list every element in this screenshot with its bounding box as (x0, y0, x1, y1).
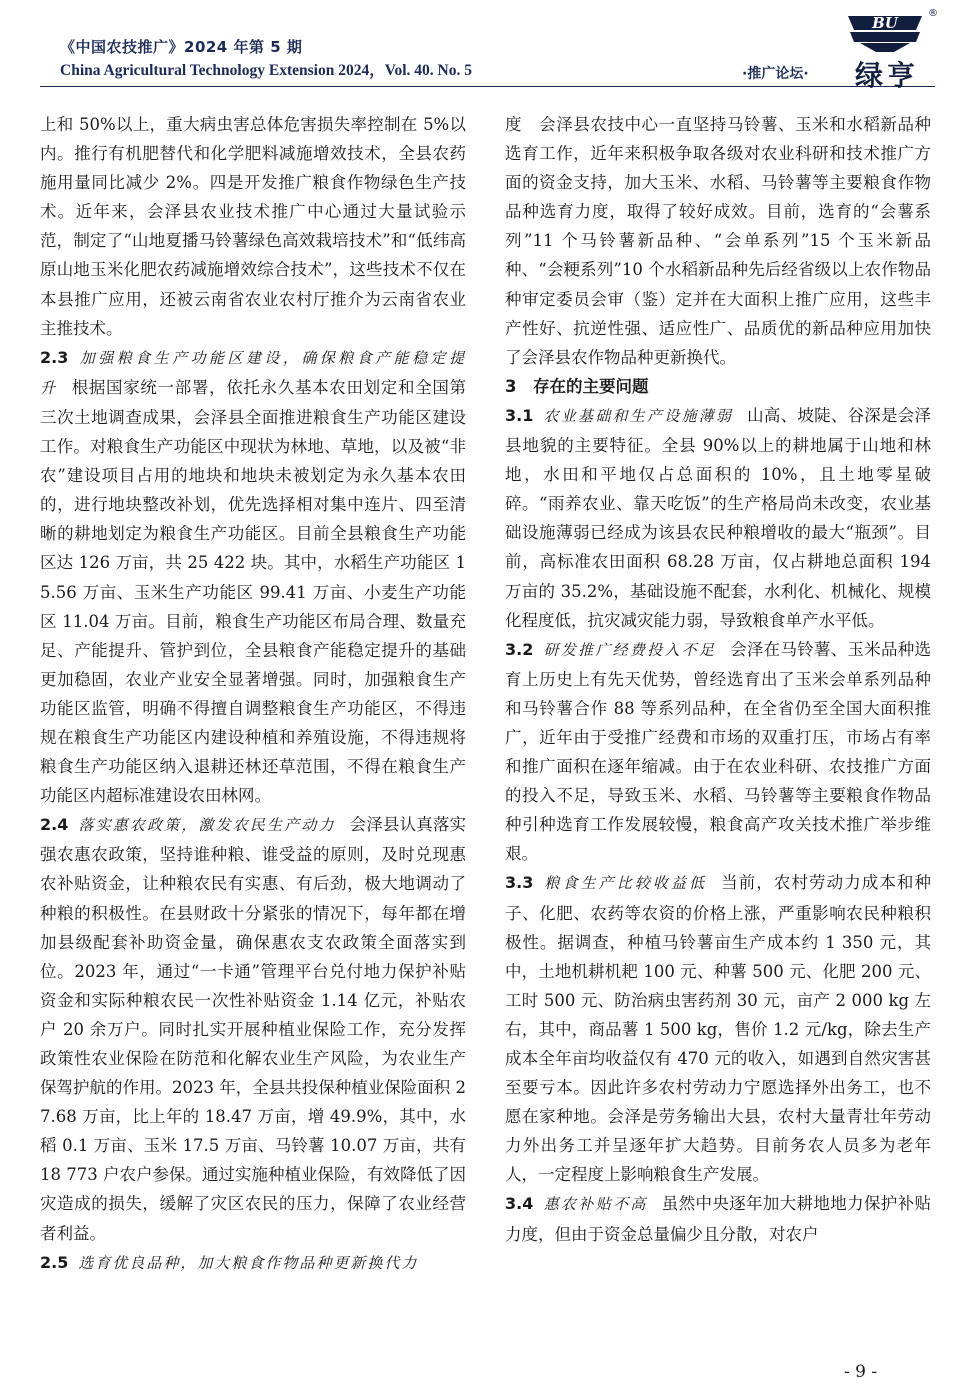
section-number: 2.4 (40, 815, 69, 835)
section-title: 研发推广经费投入不足 (543, 640, 717, 659)
section-number: 3.4 (505, 1194, 534, 1214)
section-body: 会泽县认真落实强农惠农政策，坚持谁种粮、谁受益的原则，及时兑现惠农补贴资金，让种粮农民有实惠、有后劲，极大地调动了种粮的积极性。在县财政十分紧张的情况下，每年都在增加县级配套补助资金量，确保惠农支农政策全面落实到位。2023 年，通过“一卡通”管理平台兑付地力保护补贴资金和实际种粮农民一次性补贴资金 1.14 亿元，补贴农户 20 余万户。同时扎实开展种植业保险工作，充分发挥政策性农业保险在防范和化解农业生产风险，为农业生产保驾护航的作用。2023 年，全县共投保种植业保险面积 27.68 万亩，比上年的 18.47 万亩，增 49.9%，其中，水稻 0.1 万亩、玉米 17.5 万亩、马铃薯 10.07 万亩，共有 18 773 户农户参保。通过实施种植业保险，有效降低了因灾造成的损失，缓解了灾区农民的压力，保障了农业经营者利益。 (40, 815, 466, 1243)
journal-title-en: China Agricultural Technology Extension 2024，Vol. 40. No. 5 (60, 62, 472, 79)
left-column (40, 110, 466, 1278)
section-title: 加强粮食生产功能区建设，确保粮食产能稳定提升 (40, 348, 466, 397)
section-2-4 (40, 810, 466, 1247)
brand-name: 绿亨 (855, 59, 920, 92)
journal-title-cn: 《中国农技推广》2024 年第 5 期 (60, 38, 303, 56)
right-column (505, 110, 931, 1249)
registered-mark: ® (928, 8, 938, 19)
section-body: 根据国家统一部署，依托永久基本农田划定和全国第三次土地调查成果，会泽县全面推进粮食生产功能区建设工作。对粮食生产功能区中现状为林地、草地，以及被“非农”建设项目占用的地块和地块未被划定为永久基本农田的，进行地块整改补划，优先选择相对集中连片、四至清晰的耕地划定为粮食生产功能区。目前全县粮食生产功能区达 126 万亩，共 25 422 块。其中，水稻生产功能区 15.56 万亩、玉米生产功能区 99.41 万亩、小麦生产功能区 11.04 万亩。目前，粮食生产功能区布局合理、数量充足、产能提升、管护到位，全县粮食产能稳定提升的基础更加稳固，农业产业安全显著增强。同时，加强粮食生产功能区监管，明确不得擅自调整粮食生产功能区，不得违规在粮食生产功能区内建设种植和养殖设施，不得违规将粮食生产功能区纳入退耕还林还草范围，不得在粮食生产功能区内超标准建设农田林网。 (40, 377, 466, 806)
page-number: - 9 - (844, 1362, 878, 1382)
header-rule (40, 86, 935, 87)
section-title: 惠农补贴不高 (543, 1195, 648, 1214)
section-number: 3.3 (505, 873, 534, 893)
section-3-3 (505, 868, 931, 1189)
section-heading: 3 存在的主要问题 (505, 376, 649, 396)
section-number: 3.2 (505, 639, 534, 659)
column-tag: ·推广论坛· (742, 66, 809, 82)
section-title: 农业基础和生产设施薄弱 (543, 406, 734, 425)
section-2-5 (40, 1248, 466, 1278)
section-3-2 (505, 635, 931, 869)
paragraph: 上和 50%以上，重大病虫害总体危害损失率控制在 5%以内。推行有机肥替代和化学肥料减施增效技术，全县农药施用量同比减少 2%。四是开发推广粮食作物绿色生产技术。近年来，会泽县农业技术推广中心通过大量试验示范，制定了“山地夏播马铃薯绿色高效栽培技术”和“低纬高原山地玉米化肥农药减施增效综合技术”，这些技术不仅在本县推广应用，还被云南省农业农村厅推介为云南省农业主推技术。 (40, 115, 466, 338)
section-title: 落实惠农政策，激发农民生产动力 (78, 816, 336, 835)
section-number: 2.5 (40, 1252, 69, 1272)
section-body: 会泽在马铃薯、玉米品种选育上历史上有先天优势，曾经选育出了玉米会单系列品种和马铃薯合作 88 等系列品种，在全省仍至全国大面积推广，近年由于受推广经费和市场的双重打压，市场占有率和推广面积在逐年缩减。由于在农业科研、农技推广方面的投入不足，导致玉米、水稻、马铃薯等主要粮食作物品种引种选育工作发展较慢，粮食高产攻关技术推广举步维艰。 (505, 639, 931, 864)
section-body: 山高、坡陡、谷深是会泽县地貌的主要特征。全县 90%以上的耕地属于山地和林地，水田和平地仅占总面积的 10%，且土地零星破碎。“雨养农业、靠天吃饭”的生产格局尚未改变，农业基础设施薄弱已经成为该县农民种粮增收的最大“瓶颈”。目前，高标准农田面积 68.28 万亩，仅占耕地总面积 194 万亩的 35.2%，基础设施不配套，水利化、机械化、规模化程度低，抗灾减灾能力弱，导致粮食单产水平低。 (505, 405, 931, 630)
page-header (0, 0, 970, 94)
section-body: 虽然中央逐年加大耕地地力保护补贴力度，但由于资金总量偏少且分散，对农户 (505, 1194, 931, 1244)
section-title: 粮食生产比较收益低 (543, 874, 708, 893)
paragraph: 度 会泽县农技中心一直坚持马铃薯、玉米和水稻新品种选育工作，近年来积极争取各级对农业科研和技术推广方面的资金支持，加大玉米、水稻、马铃薯等主要粮食作物品种选育力度，取得了较好成效。目前，选育的“会薯系列”11 个马铃薯新品种、“会单系列”15 个玉米新品种、“会粳系列”10 个水稻新品种先后经省级以上农作物品种审定委员会审（鉴）定并在大面积上推广应用，这些丰产性好、抗逆性强、适应性广、品质优的新品种应用加快了会泽县农作物品种更新换代。 (505, 115, 931, 367)
section-number: 2.3 (40, 347, 69, 367)
brand-logo-text: BU (872, 14, 898, 32)
section-number: 3.1 (505, 405, 534, 425)
section-3-4 (505, 1189, 931, 1248)
section-2-3 (40, 343, 466, 811)
section-title: 选育优良品种，加大粮食作物品种更新换代力 (78, 1253, 419, 1272)
section-3-1 (505, 401, 931, 635)
section-body: 当前，农村劳动力成本和种子、化肥、农药等农资的价格上涨，严重影响农民种粮积极性。据调查，种植马铃薯亩生产成本约 1 350 元，其中，土地机耕机耙 100 元、种薯 500 元、化肥 200 元、工时 500 元、防治病虫害药剂 30 元，亩产 2 000 kg 左右，其中，商品薯 1 500 kg，售价 1.2 元/kg，除去生产成本全年亩均收益仅有 470 元的收入，如遇到自然灾害甚至要亏本。因此许多农村劳动力宁愿选择外出务工，也不愿在家种地。会泽是劳务输出大县，农村大量青壮年劳动力外出务工并呈逐年扩大趋势。目前务农人员多为老年人，一定程度上影响粮食生产发展。 (505, 873, 931, 1185)
